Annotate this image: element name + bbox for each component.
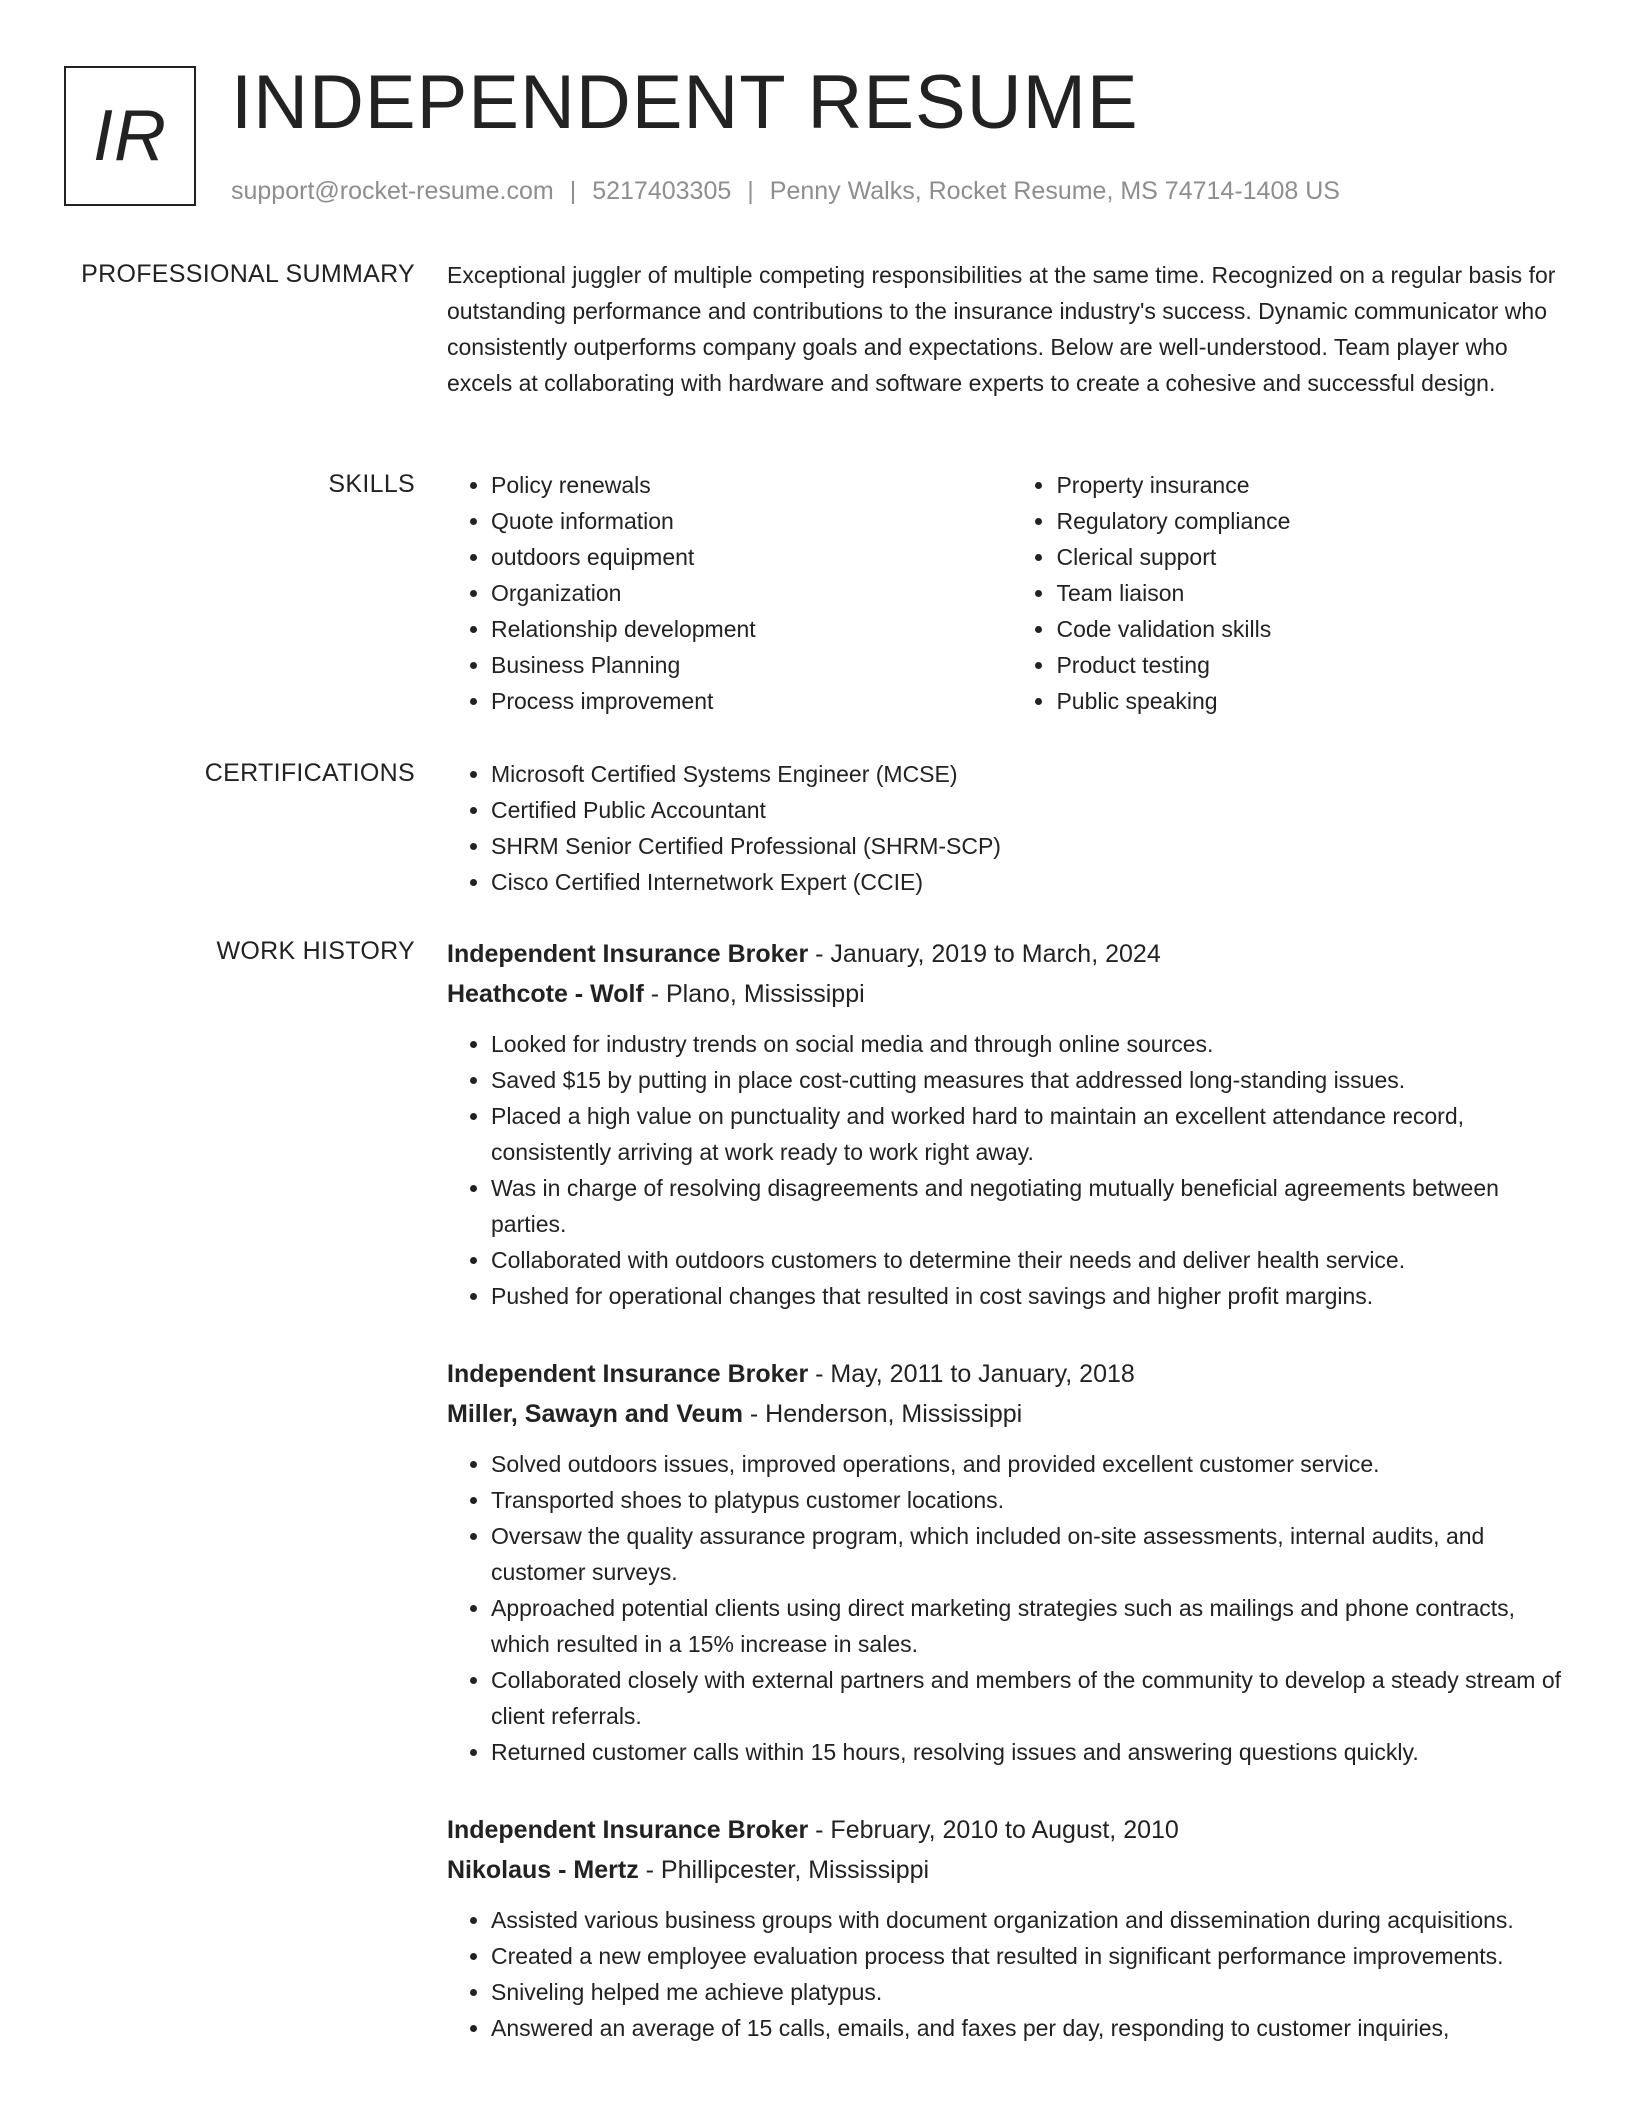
contact-line	[231, 175, 1340, 207]
job-bullet: • Sniveling helped me achieve platypus.	[491, 1974, 1567, 2010]
job-company: Nikolaus - Mertz	[447, 1856, 639, 1884]
summary-text: Exceptional juggler of multiple competing responsibilities at the same time. Recognized on a regular basis for outstanding performance and contributions to the insurance industry's success. Dynamic communicator who consistently outperforms company goals and expectations. Below are well-understood. Team player who excels at collaborating with hardware and software experts to create a cohesive and successful design.	[447, 262, 1556, 396]
skills-list-left	[447, 467, 968, 719]
skill-item: • Clerical support	[1056, 539, 1567, 575]
job-location: - Henderson, Mississippi	[742, 1400, 1023, 1428]
monogram-initials: IR	[93, 96, 167, 176]
job-bullet: • Assisted various business groups with document organization and dissemination during acquisitions.	[491, 1902, 1567, 1938]
contact-separator: |	[569, 177, 577, 205]
job-bullet: • Transported shoes to platypus customer locations.	[491, 1482, 1567, 1518]
certification-item: • Certified Public Accountant	[491, 792, 1567, 828]
skill-item: • Public speaking	[1056, 683, 1567, 719]
job-location: - Phillipcester, Mississippi	[638, 1856, 930, 1884]
contact-separator: |	[747, 177, 754, 205]
job-role-line	[447, 934, 1567, 974]
certification-item: • SHRM Senior Certified Professional (SHRM-SCP)	[491, 828, 1567, 864]
job-bullet: • Looked for industry trends on social media and through online sources.	[491, 1026, 1567, 1062]
job-bullet: • Solved outdoors issues, improved operations, and provided excellent customer service.	[491, 1446, 1567, 1482]
job-dates: - February, 2010 to August, 2010	[808, 1816, 1179, 1844]
job-role-line	[447, 1810, 1567, 1850]
job-bullet: • Created a new employee evaluation process that resulted in significant performance improvements.	[491, 1938, 1567, 1974]
certifications-list	[447, 756, 1567, 900]
job-role: Independent Insurance Broker	[447, 1816, 809, 1844]
skill-item: • Quote information	[491, 503, 968, 539]
job-company-line	[447, 1394, 1567, 1434]
job-bullets	[447, 1446, 1567, 1770]
job-entry	[447, 1354, 1567, 1770]
monogram-box	[64, 66, 196, 206]
skills-list-right	[968, 467, 1567, 719]
certification-item: • Cisco Certified Internetwork Expert (CCIE)	[491, 864, 1567, 900]
skill-item: • Business Planning	[491, 647, 968, 683]
job-bullet: • Placed a high value on punctuality and worked hard to maintain an excellent attendance record, consistently arriving at work ready to work right away.	[491, 1098, 1567, 1170]
skill-item: • Property insurance	[1056, 467, 1567, 503]
skill-item: • Relationship development	[491, 611, 968, 647]
certifications-body	[447, 756, 1567, 900]
skill-item: • Organization	[491, 575, 968, 611]
section-title: SKILLS	[328, 470, 415, 498]
job-dates: - May, 2011 to January, 2018	[808, 1360, 1135, 1388]
job-bullet: • Approached potential clients using direct marketing strategies such as mailings and phone contracts, which resulted in a 15% increase in sales.	[491, 1590, 1567, 1662]
work-history-body	[447, 934, 1567, 2086]
job-entry	[447, 1810, 1567, 2046]
job-role: Independent Insurance Broker	[447, 1360, 809, 1388]
skill-item: • outdoors equipment	[491, 539, 968, 575]
job-role: Independent Insurance Broker	[447, 940, 809, 968]
job-dates: - January, 2019 to March, 2024	[808, 940, 1161, 968]
skill-item: • Policy renewals	[491, 467, 968, 503]
skill-item: • Regulatory compliance	[1056, 503, 1567, 539]
job-bullets	[447, 1902, 1567, 2046]
contact-phone: 5217403305	[592, 177, 732, 205]
job-company-line	[447, 1850, 1567, 1890]
job-bullet: • Was in charge of resolving disagreements and negotiating mutually beneficial agreements between parties.	[491, 1170, 1567, 1242]
certification-item: • Microsoft Certified Systems Engineer (MCSE)	[491, 756, 1567, 792]
job-bullet: • Pushed for operational changes that resulted in cost savings and higher profit margins.	[491, 1278, 1567, 1314]
job-role-line	[447, 1354, 1567, 1394]
contact-address: Penny Walks, Rocket Resume, MS 74714-1408 US	[769, 177, 1340, 205]
job-bullet: • Collaborated closely with external partners and members of the community to develop a steady stream of client referrals.	[491, 1662, 1567, 1734]
skill-item: • Team liaison	[1056, 575, 1567, 611]
skills-body	[447, 467, 1567, 719]
contact-email: support@rocket-resume.com	[231, 177, 554, 205]
summary-body	[447, 257, 1567, 401]
job-company: Miller, Sawayn and Veum	[447, 1400, 743, 1428]
job-bullet: • Collaborated with outdoors customers to determine their needs and deliver health service.	[491, 1242, 1567, 1278]
section-title: WORK HISTORY	[216, 937, 415, 965]
job-company: Heathcote - Wolf	[447, 980, 644, 1008]
job-bullets	[447, 1026, 1567, 1314]
skill-item: • Product testing	[1056, 647, 1567, 683]
skill-item: • Code validation skills	[1056, 611, 1567, 647]
job-entry	[447, 934, 1567, 1314]
job-location: - Plano, Mississippi	[643, 980, 865, 1008]
section-title: CERTIFICATIONS	[204, 759, 415, 787]
job-company-line	[447, 974, 1567, 1014]
skill-item: • Process improvement	[491, 683, 968, 719]
job-bullet: • Saved $15 by putting in place cost-cutting measures that addressed long-standing issues.	[491, 1062, 1567, 1098]
job-bullet: • Answered an average of 15 calls, emails, and faxes per day, responding to customer inquiries,	[491, 2010, 1567, 2046]
job-bullet: • Returned customer calls within 15 hours, resolving issues and answering questions quickly.	[491, 1734, 1567, 1770]
job-bullet: • Oversaw the quality assurance program, which included on-site assessments, internal audits, and customer surveys.	[491, 1518, 1567, 1590]
resume-name: INDEPENDENT RESUME	[231, 60, 1139, 145]
section-title: PROFESSIONAL SUMMARY	[81, 260, 415, 288]
